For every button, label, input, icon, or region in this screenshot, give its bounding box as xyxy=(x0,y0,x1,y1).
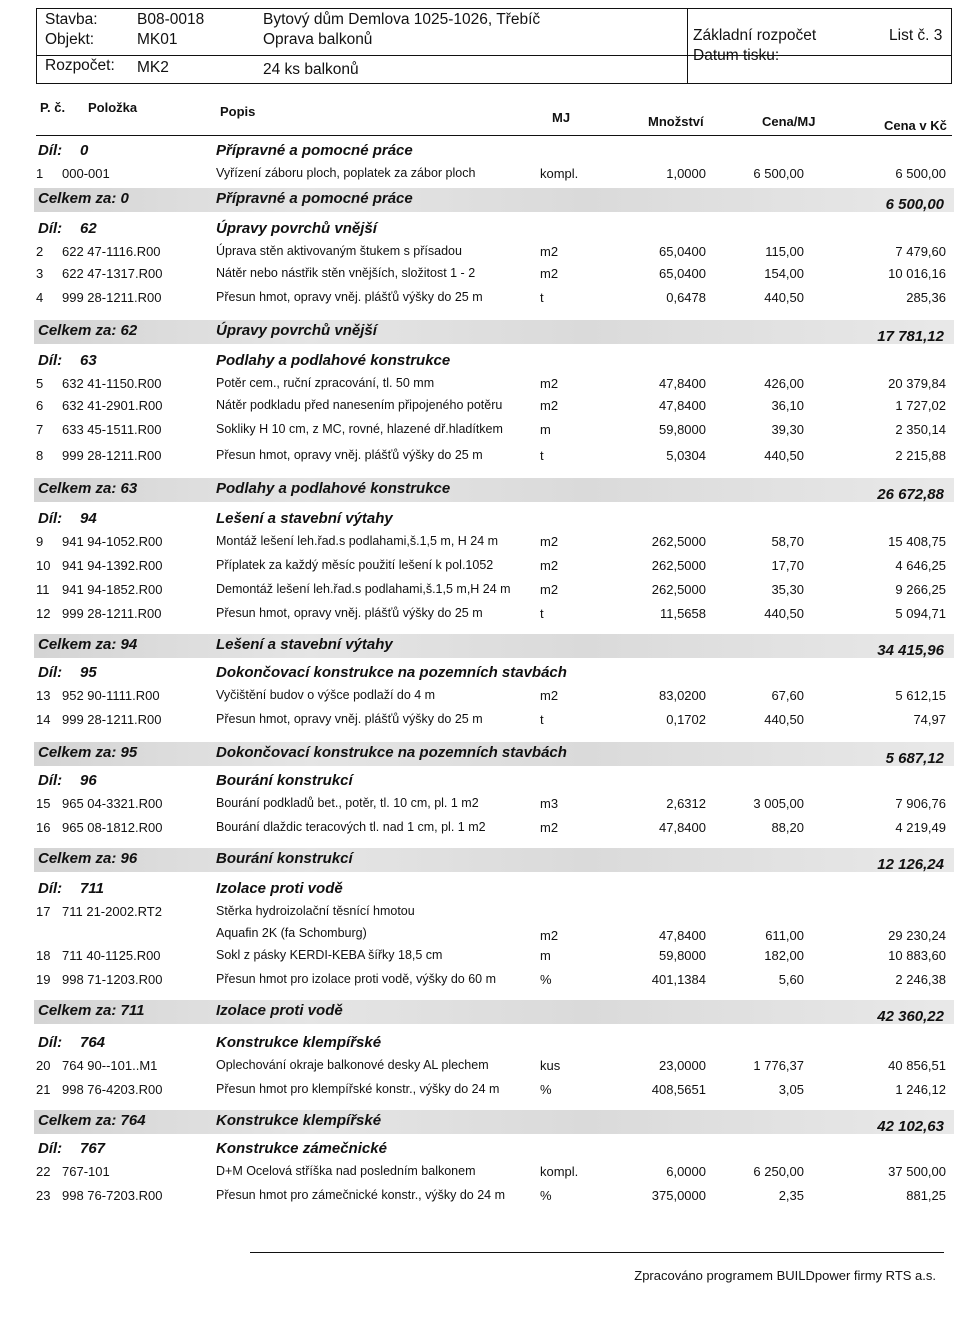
item-code: 999 28-1211.R00 xyxy=(62,290,162,305)
item-description: Bourání dlaždic teracových tl. nad 1 cm, pl. 1 m2 xyxy=(216,820,486,834)
item-unit: m2 xyxy=(540,820,559,835)
item-unit: kus xyxy=(540,1058,561,1073)
item-unit-price: 182,00 xyxy=(764,948,804,963)
item-number: 20 xyxy=(36,1058,51,1073)
item-unit-price: 6 500,00 xyxy=(753,166,804,181)
section-title: Úpravy povrchů vnější xyxy=(216,220,377,237)
summary-label xyxy=(38,322,137,339)
item-description: Přesun hmot, opravy vněj. plášťů výšky do 25 m xyxy=(216,606,483,620)
item-unit-price: 440,50 xyxy=(764,606,804,621)
section-title: Dokončovací konstrukce na pozemních stavbách xyxy=(216,664,567,681)
summary-label-text: Celkem za: xyxy=(38,1112,117,1129)
item-row xyxy=(0,398,960,420)
summary-section-number: 63 xyxy=(120,480,138,497)
item-total: 4 219,49 xyxy=(895,820,946,835)
section-title: Konstrukce klempířské xyxy=(216,1034,382,1051)
section-summary xyxy=(34,846,954,874)
item-code: 965 04-3321.R00 xyxy=(62,796,163,811)
item-description: Příplatek za každý měsíc použití lešení k pol.1052 xyxy=(216,558,494,572)
item-description: Úprava stěn aktivovaným štukem s přísadou xyxy=(216,244,462,258)
item-number: 19 xyxy=(36,972,51,987)
summary-title: Přípravné a pomocné práce xyxy=(216,190,413,207)
item-row xyxy=(0,1082,960,1104)
item-code: 941 94-1392.R00 xyxy=(62,558,163,573)
item-description-line2: Aquafin 2K (fa Schomburg) xyxy=(216,926,367,940)
item-number: 1 xyxy=(36,166,44,181)
item-quantity: 262,5000 xyxy=(651,582,706,597)
section-summary xyxy=(34,1108,954,1136)
section-title: Bourání konstrukcí xyxy=(216,772,353,789)
item-number: 22 xyxy=(36,1164,51,1179)
item-row xyxy=(0,948,960,970)
rozpocet-name: 24 ks balkonů xyxy=(263,61,359,78)
section-label: Díl: xyxy=(38,352,63,369)
item-quantity: 11,5658 xyxy=(659,606,706,621)
summary-label-text: Celkem za: xyxy=(38,850,117,867)
summary-section-number: 764 xyxy=(120,1112,146,1129)
section-number: 96 xyxy=(80,772,97,789)
item-row xyxy=(0,166,960,188)
section-heading xyxy=(0,772,960,794)
summary-total: 42 360,22 xyxy=(877,1008,944,1025)
item-code: 965 08-1812.R00 xyxy=(62,820,163,835)
item-unit: m3 xyxy=(540,796,559,811)
section-heading xyxy=(0,1034,960,1056)
item-unit-price: 154,00 xyxy=(764,266,804,281)
item-unit-price: 6 250,00 xyxy=(753,1164,804,1179)
item-quantity: 1,0000 xyxy=(666,166,706,181)
item-unit-price: 3 005,00 xyxy=(753,796,804,811)
item-total: 1 246,12 xyxy=(895,1082,946,1097)
section-heading xyxy=(0,664,960,686)
item-code: 632 41-2901.R00 xyxy=(62,398,163,413)
item-unit: m2 xyxy=(540,688,559,703)
summary-total: 6 500,00 xyxy=(885,196,944,213)
item-number: 9 xyxy=(36,534,44,549)
objekt-name: Oprava balkonů xyxy=(263,31,373,48)
document-header xyxy=(36,8,952,84)
item-description: Sokliky H 10 cm, z MC, rovné, hlazené dř.hladítkem xyxy=(216,422,503,436)
summary-label xyxy=(38,850,137,867)
item-number: 8 xyxy=(36,448,44,463)
item-description: Přesun hmot pro izolace proti vodě, výšky do 60 m xyxy=(216,972,496,986)
item-quantity: 59,8000 xyxy=(659,948,706,963)
section-heading xyxy=(0,142,960,164)
section-label: Díl: xyxy=(38,510,63,527)
item-unit-price: 17,70 xyxy=(771,558,804,573)
item-number: 4 xyxy=(36,290,44,305)
summary-band xyxy=(34,188,954,212)
item-quantity: 65,0400 xyxy=(659,266,706,281)
section-label: Díl: xyxy=(38,880,63,897)
item-row xyxy=(0,448,960,470)
item-row xyxy=(0,972,960,994)
item-code: 999 28-1211.R00 xyxy=(62,448,162,463)
item-total: 40 856,51 xyxy=(888,1058,946,1073)
item-quantity: 47,8400 xyxy=(659,820,706,835)
col-cena-mj: Cena/MJ xyxy=(762,114,816,129)
item-code: 622 47-1116.R00 xyxy=(62,244,161,259)
summary-band xyxy=(34,478,954,502)
item-total: 4 646,25 xyxy=(895,558,946,573)
item-number: 10 xyxy=(36,558,51,573)
section-number: 62 xyxy=(80,220,97,237)
item-quantity: 6,0000 xyxy=(666,1164,706,1179)
item-total: 2 350,14 xyxy=(895,422,946,437)
section-summary xyxy=(34,998,954,1026)
item-unit-price: 426,00 xyxy=(764,376,804,391)
item-total: 2 215,88 xyxy=(895,448,946,463)
stavba-code: B08-0018 xyxy=(137,11,205,28)
summary-section-number: 0 xyxy=(120,190,129,207)
item-unit-price: 88,20 xyxy=(771,820,804,835)
summary-total: 17 781,12 xyxy=(877,328,944,345)
item-code: 952 90-1111.R00 xyxy=(62,688,160,703)
item-row xyxy=(0,606,960,628)
item-description: Nátěr podkladu před nanesením připojeného potěru xyxy=(216,398,503,412)
section-number: 63 xyxy=(80,352,97,369)
document-type: Základní rozpočet xyxy=(693,27,817,44)
section-summary xyxy=(34,740,954,768)
summary-title: Konstrukce klempířské xyxy=(216,1112,382,1129)
summary-section-number: 95 xyxy=(120,744,138,761)
summary-band xyxy=(34,320,954,344)
item-total: 5 094,71 xyxy=(895,606,946,621)
item-description: Demontáž lešení leh.řad.s podlahami,š.1,5 m,H 24 m xyxy=(216,582,511,596)
section-number: 764 xyxy=(80,1034,106,1051)
section-label: Díl: xyxy=(38,220,63,237)
item-quantity: 401,1384 xyxy=(651,972,706,987)
item-number: 13 xyxy=(36,688,51,703)
item-unit: t xyxy=(540,606,544,621)
item-description: Potěr cem., ruční zpracování, tl. 50 mm xyxy=(216,376,435,390)
item-total: 1 727,02 xyxy=(895,398,946,413)
item-unit: t xyxy=(540,290,544,305)
section-number: 711 xyxy=(80,880,104,897)
item-total: 285,36 xyxy=(906,290,946,305)
item-code: 764 90--101..M1 xyxy=(62,1058,158,1073)
item-row xyxy=(0,820,960,842)
section-heading xyxy=(0,220,960,242)
item-code: 000-001 xyxy=(62,166,110,181)
section-label: Díl: xyxy=(38,1034,63,1051)
item-unit-price: 611,00 xyxy=(765,928,804,943)
item-description: Přesun hmot, opravy vněj. plášťů výšky do 25 m xyxy=(216,448,483,462)
item-description: Vyčištění budov o výšce podlaží do 4 m xyxy=(216,688,436,702)
item-total: 6 500,00 xyxy=(895,166,946,181)
item-unit: kompl. xyxy=(540,1164,579,1179)
item-quantity: 0,6478 xyxy=(666,290,706,305)
item-unit: m2 xyxy=(540,266,559,281)
item-row xyxy=(0,582,960,604)
item-code: 941 94-1052.R00 xyxy=(62,534,163,549)
section-title: Izolace proti vodě xyxy=(216,880,343,897)
summary-band xyxy=(34,1110,954,1134)
item-code: 941 94-1852.R00 xyxy=(62,582,163,597)
item-row xyxy=(0,244,960,266)
section-label: Díl: xyxy=(38,664,63,681)
item-unit-price: 1 776,37 xyxy=(753,1058,804,1073)
item-unit-price: 36,10 xyxy=(771,398,804,413)
item-unit: kompl. xyxy=(540,166,579,181)
item-row xyxy=(0,904,960,943)
item-unit: m2 xyxy=(540,558,559,573)
summary-section-number: 62 xyxy=(120,322,138,339)
summary-label-text: Celkem za: xyxy=(38,744,117,761)
item-total: 20 379,84 xyxy=(888,376,946,391)
item-number: 12 xyxy=(36,606,51,621)
item-row xyxy=(0,1188,960,1210)
item-description: D+M Ocelová stříška nad posledním balkonem xyxy=(216,1164,476,1178)
section-title: Podlahy a podlahové konstrukce xyxy=(216,352,451,369)
section-heading xyxy=(0,352,960,374)
item-quantity: 262,5000 xyxy=(651,558,706,573)
item-number: 21 xyxy=(36,1082,51,1097)
item-unit-price: 3,05 xyxy=(778,1082,804,1097)
summary-total: 42 102,63 xyxy=(877,1118,944,1135)
section-number: 94 xyxy=(80,510,97,527)
item-unit: m xyxy=(540,948,551,963)
item-unit: m2 xyxy=(540,244,559,259)
item-number: 23 xyxy=(36,1188,51,1203)
item-number: 2 xyxy=(36,244,44,259)
item-total: 10 883,60 xyxy=(888,948,946,963)
summary-label-text: Celkem za: xyxy=(38,1002,117,1019)
summary-label xyxy=(38,636,137,653)
item-unit: t xyxy=(540,448,544,463)
stavba-label: Stavba: xyxy=(45,11,98,28)
item-row xyxy=(0,534,960,556)
section-title: Přípravné a pomocné práce xyxy=(216,142,413,159)
item-description: Oplechování okraje balkonové desky AL plechem xyxy=(216,1058,489,1072)
item-unit-price: 58,70 xyxy=(771,534,804,549)
item-row xyxy=(0,376,960,398)
item-total: 881,25 xyxy=(906,1188,946,1203)
summary-label xyxy=(38,1002,144,1019)
item-code: 998 76-7203.R00 xyxy=(62,1188,163,1203)
summary-label-text: Celkem za: xyxy=(38,636,117,653)
item-total: 74,97 xyxy=(913,712,946,727)
summary-section-number: 711 xyxy=(120,1002,145,1019)
item-quantity: 47,8400 xyxy=(659,928,706,943)
item-row xyxy=(0,796,960,818)
item-quantity: 47,8400 xyxy=(659,376,706,391)
summary-band xyxy=(34,848,954,872)
section-title: Konstrukce zámečnické xyxy=(216,1140,387,1157)
col-polozka: Položka xyxy=(88,100,138,115)
col-cena: Cena v Kč xyxy=(884,118,947,133)
item-unit: m2 xyxy=(540,376,559,391)
col-mnozstvi: Množství xyxy=(648,114,704,129)
item-description: Přesun hmot pro zámečnické konstr., výšky do 24 m xyxy=(216,1188,506,1202)
summary-label xyxy=(38,1112,146,1129)
summary-section-number: 96 xyxy=(120,850,138,867)
item-unit-price: 115,00 xyxy=(765,244,804,259)
section-number: 767 xyxy=(80,1140,106,1157)
summary-band xyxy=(34,634,954,658)
footer-rule xyxy=(250,1252,944,1253)
summary-label-text: Celkem za: xyxy=(38,480,117,497)
summary-label-text: Celkem za: xyxy=(38,190,117,207)
section-number: 0 xyxy=(80,142,89,159)
item-number: 14 xyxy=(36,712,51,727)
rozpocet-code: MK2 xyxy=(137,59,169,76)
footer-note: Zpracováno programem BUILDpower firmy RTS a.s. xyxy=(634,1268,936,1283)
objekt-label: Objekt: xyxy=(45,31,95,48)
item-row xyxy=(0,1058,960,1080)
item-quantity: 83,0200 xyxy=(659,688,706,703)
item-unit-price: 5,60 xyxy=(778,972,804,987)
item-description: Přesun hmot pro klempířské konstr., výšky do 24 m xyxy=(216,1082,500,1096)
item-quantity: 408,5651 xyxy=(651,1082,706,1097)
item-number: 18 xyxy=(36,948,51,963)
item-total: 15 408,75 xyxy=(888,534,946,549)
item-unit-price: 440,50 xyxy=(764,712,804,727)
item-number: 3 xyxy=(36,266,44,281)
item-quantity: 59,8000 xyxy=(659,422,706,437)
item-number: 5 xyxy=(36,376,44,391)
item-quantity: 47,8400 xyxy=(659,398,706,413)
item-total: 7 479,60 xyxy=(895,244,946,259)
item-total: 5 612,15 xyxy=(895,688,946,703)
summary-band xyxy=(34,1000,954,1024)
col-popis: Popis xyxy=(220,104,256,119)
item-description: Přesun hmot, opravy vněj. plášťů výšky do 25 m xyxy=(216,712,483,726)
item-description: Nátěr nebo nástřik stěn vnějších, složitost 1 - 2 xyxy=(216,266,476,280)
item-quantity: 5,0304 xyxy=(666,448,706,463)
item-quantity: 375,0000 xyxy=(651,1188,706,1203)
item-code: 767-101 xyxy=(62,1164,110,1179)
summary-title: Podlahy a podlahové konstrukce xyxy=(216,480,451,497)
item-unit: t xyxy=(540,712,544,727)
item-description: Sokl z pásky KERDI-KEBA šířky 18,5 cm xyxy=(216,948,443,962)
stavba-name: Bytový dům Demlova 1025-1026, Třebíč xyxy=(263,11,541,28)
column-header-rule xyxy=(36,135,952,136)
item-code: 999 28-1211.R00 xyxy=(62,712,162,727)
summary-total: 12 126,24 xyxy=(877,856,944,873)
summary-label-text: Celkem za: xyxy=(38,322,117,339)
item-number: 15 xyxy=(36,796,51,811)
item-row xyxy=(0,558,960,580)
item-code: 711 21-2002.RT2 xyxy=(62,904,162,919)
objekt-code: MK01 xyxy=(137,31,178,48)
item-total: 37 500,00 xyxy=(888,1164,946,1179)
item-description: Přesun hmot, opravy vněj. plášťů výšky do 25 m xyxy=(216,290,483,304)
item-number: 17 xyxy=(36,904,51,919)
item-unit: % xyxy=(540,972,552,987)
item-unit: m2 xyxy=(540,582,559,597)
item-number: 11 xyxy=(36,582,50,597)
item-number: 6 xyxy=(36,398,44,413)
col-mj: MJ xyxy=(552,110,571,125)
section-heading xyxy=(0,510,960,532)
item-unit: % xyxy=(540,1188,552,1203)
item-total: 9 266,25 xyxy=(895,582,946,597)
item-unit-price: 440,50 xyxy=(764,290,804,305)
item-code: 711 40-1125.R00 xyxy=(62,948,161,963)
section-summary xyxy=(34,186,954,214)
item-row xyxy=(0,266,960,288)
summary-label xyxy=(38,744,137,761)
item-description: Bourání podkladů bet., potěr, tl. 10 cm, pl. 1 m2 xyxy=(216,796,479,810)
item-unit: m2 xyxy=(540,398,559,413)
item-description: Montáž lešení leh.řad.s podlahami,š.1,5 m, H 24 m xyxy=(216,534,499,548)
section-heading xyxy=(0,1140,960,1162)
item-number: 16 xyxy=(36,820,51,835)
item-code: 622 47-1317.R00 xyxy=(62,266,163,281)
item-row xyxy=(0,712,960,734)
summary-total: 34 415,96 xyxy=(877,642,944,659)
print-date-label: Datum tisku: xyxy=(693,47,780,64)
section-summary xyxy=(34,476,954,504)
section-summary xyxy=(34,318,954,346)
item-number: 7 xyxy=(36,422,44,437)
item-unit: % xyxy=(540,1082,552,1097)
item-total: 10 016,16 xyxy=(888,266,946,281)
item-quantity: 2,6312 xyxy=(666,796,706,811)
rozpocet-label: Rozpočet: xyxy=(45,57,115,74)
item-quantity: 262,5000 xyxy=(651,534,706,549)
item-unit-price: 67,60 xyxy=(771,688,804,703)
item-unit-price: 39,30 xyxy=(771,422,804,437)
item-row xyxy=(0,422,960,444)
item-description: Stěrka hydroizolační těsnící hmotou xyxy=(216,904,415,918)
item-row xyxy=(0,290,960,312)
item-code: 998 71-1203.R00 xyxy=(62,972,163,987)
summary-title: Bourání konstrukcí xyxy=(216,850,353,867)
section-heading xyxy=(0,880,960,902)
item-code: 999 28-1211.R00 xyxy=(62,606,162,621)
section-summary xyxy=(34,632,954,660)
summary-title: Lešení a stavební výtahy xyxy=(216,636,393,653)
section-label: Díl: xyxy=(38,142,63,159)
summary-label xyxy=(38,190,129,207)
item-total: 2 246,38 xyxy=(895,972,946,987)
item-row xyxy=(0,1164,960,1186)
list-number: List č. 3 xyxy=(889,27,943,44)
summary-title: Dokončovací konstrukce na pozemních stavbách xyxy=(216,744,567,761)
summary-label xyxy=(38,480,137,497)
summary-title: Úpravy povrchů vnější xyxy=(216,322,377,339)
summary-total: 5 687,12 xyxy=(885,750,944,767)
section-label: Díl: xyxy=(38,1140,63,1157)
item-total: 7 906,76 xyxy=(895,796,946,811)
item-unit: m2 xyxy=(540,928,559,943)
item-unit-price: 35,30 xyxy=(771,582,804,597)
section-title: Lešení a stavební výtahy xyxy=(216,510,393,527)
item-row xyxy=(0,688,960,710)
item-unit: m xyxy=(540,422,551,437)
item-quantity: 23,0000 xyxy=(659,1058,706,1073)
item-quantity: 65,0400 xyxy=(659,244,706,259)
summary-section-number: 94 xyxy=(120,636,138,653)
item-quantity: 0,1702 xyxy=(666,712,706,727)
item-code: 632 41-1150.R00 xyxy=(62,376,162,391)
item-unit: m2 xyxy=(540,534,559,549)
item-total: 29 230,24 xyxy=(888,928,946,943)
item-unit-price: 2,35 xyxy=(778,1188,804,1203)
summary-title: Izolace proti vodě xyxy=(216,1002,343,1019)
item-code: 998 76-4203.R00 xyxy=(62,1082,163,1097)
item-unit-price: 440,50 xyxy=(764,448,804,463)
summary-total: 26 672,88 xyxy=(877,486,944,503)
item-code: 633 45-1511.R00 xyxy=(62,422,162,437)
section-label: Díl: xyxy=(38,772,63,789)
section-number: 95 xyxy=(80,664,97,681)
col-pc: P. č. xyxy=(40,100,66,115)
item-description: Vyřízení záboru ploch, poplatek za zábor ploch xyxy=(216,166,476,180)
